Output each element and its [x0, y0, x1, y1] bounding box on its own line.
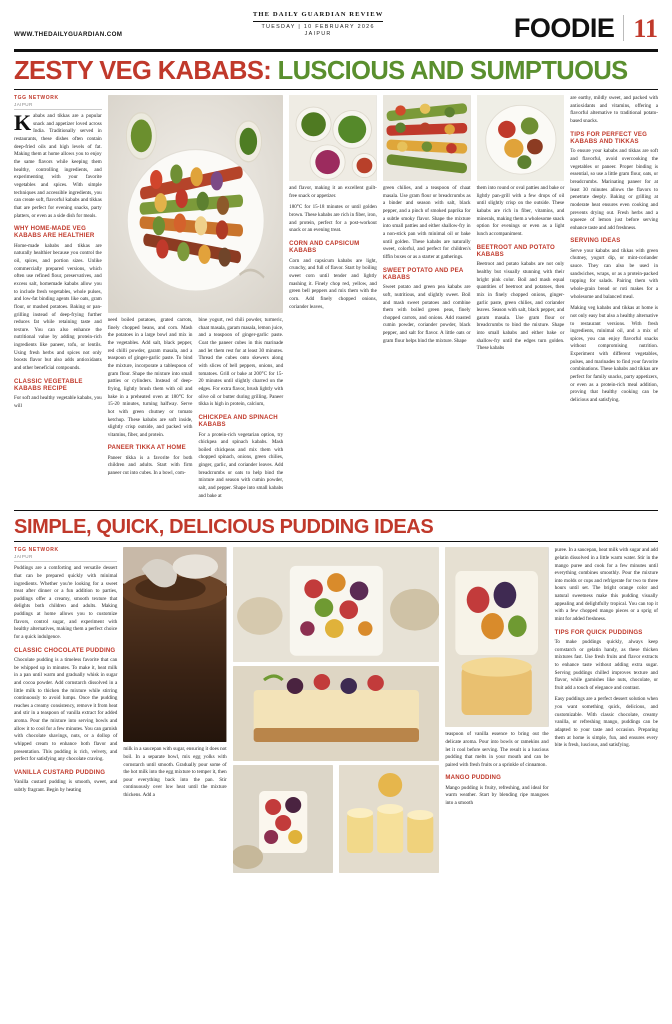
vertical-divider	[623, 15, 624, 41]
photo-veg-skewers	[383, 95, 471, 181]
pudding-photo-col-b	[339, 765, 439, 877]
paragraph-serving-ideas: Serve your kababs and tikkas with green chutney, yogurt dip, or mint-coriander sauce. They can also be used in sandwiches, wraps, or as a protein-packed topping for salads. Pairing them with whole-grain bread or roti makes for a wholesome and balanced meal.	[570, 247, 659, 300]
byline-rule-2	[14, 561, 117, 562]
photo-kabab-platter-graphic	[108, 95, 283, 313]
byline-tag	[14, 95, 102, 107]
paper-name: THE DAILY GUARDIAN REVIEW	[252, 11, 384, 18]
paragraph-tips-quick-puddings: To make puddings quickly, always keep cornstarch or gelatin handy, as these thicken mixtures fast. Use fresh fruits and flavor extracts to enhance taste without adding extra sugar. Serving puddings chilled improves texture and flavor, while garnishes like nuts, chocolate, or fruit add a touch of elegance and contrast.	[554, 639, 658, 691]
paragraph-chickpea-spinach: For a protein-rich vegetarian option, try chickpea and spinach kababs. Mash boiled chickpeas and mix them with chopped spinach, onions, green chilies, ginger, garlic, and coriander leaves. Add breadcrumbs or oats to help bind the mixture and season with cumin powder, salt, and pepper. Shape into small kababs and bake at	[198, 431, 284, 499]
page-number: 11	[633, 13, 658, 43]
subhead-classic-recipe: CLASSIC VEGETABLE KABABS RECIPE	[14, 377, 83, 392]
column-3	[198, 317, 283, 504]
paragraph-mango-pudding: Mango pudding is fruity, refreshing, and ideal for warm weather. Start by blending ripe mangoes into a smooth	[445, 784, 549, 807]
pudding-column-2	[123, 547, 226, 877]
photo-cheesecake-slice-graphic	[233, 666, 440, 761]
paragraph-vanilla-finish: teaspoon of vanilla essence to bring out the delicate aroma. Pour into bowls or ramekins and let it cool before serving. The result is a luscious pudding that melts in your mouth and can be paired with fresh fruits or a sprinkle of cinnamon.	[445, 731, 549, 768]
byline-city: JAIPUR	[14, 102, 33, 108]
paragraph-corn-kabab-method: green chilies, and a teaspoon of chaat masala. Use gram flour or breadcrumbs as a binder and season with salt, black pepper, and a pinch of smoked paprika for a subtle smoky flavor. Shape the mixture into small patties and either shallow-fry in a non-stick pan with minimal oil or bake until golden. These kababs are naturally sweet, colorful, and perfect for children's tiffin boxes or as a starter at gatherings.	[382, 185, 471, 260]
subhead-why-healthier: WHY HOME-MADE VEG KABABS ARE HEALTHIER	[14, 225, 95, 240]
section-brand-block	[513, 12, 658, 43]
photo-mango-dessert-graphic	[445, 547, 548, 727]
photo-chocolate-pudding	[123, 547, 226, 742]
paragraph-why-healthier: Home-made kababs and tikkas are naturally healthier because you control the oil, spices, and portion sizes. Unlike commercially prepared versions, which often use refined flour, preservatives, and excess salt, homemade kababs allow you to include fresh vegetables, whole pulses, and low-fat binding agents like oats, gram flour, or mashed potatoes. Baking or pan-grilling instead of deep-frying further reduces fat while retaining taste and texture. You can also enhance the nutritional value by adding protein-rich ingredients like paneer, tofu, or lentils. Using fresh herbs and spices not only boosts flavor but also adds antioxidants and other beneficial compounds.	[14, 242, 102, 372]
pudding-column-1	[14, 547, 117, 877]
byline-city-2: JAIPUR	[14, 554, 33, 560]
paragraph-classic-recipe: For soft and healthy vegetable kababs, you will	[14, 395, 102, 409]
subhead-corn-capsicum: CORN AND CAPSICUM KABABS	[289, 240, 360, 255]
byline-tag-2	[14, 547, 117, 559]
photo-fruit-trifle	[233, 547, 440, 662]
photo-berry-cup	[233, 765, 333, 873]
masthead	[14, 10, 658, 45]
paragraph-vanilla-custard: Vanilla custard pudding is smooth, sweet, and subtly fragrant. Begin by heating	[14, 779, 118, 793]
paragraph-mango-method: puree. In a saucepan, heat milk with sugar and add gelatin dissolved in a little warm water. Stir in the mango puree and cook for a few minutes until everything combines smoothly. Pour the mixture into molds or cups and refrigerate for two to three hours until set. The bright orange color and natural sweetness make this pudding visually appealing and delightfully tropical. You can top it with a few chopped mango pieces or a sprig of mint for added freshness.	[554, 547, 658, 623]
pudding-column-3-4	[233, 547, 440, 877]
paper-info	[253, 10, 384, 41]
headline-part2: LUSCIOUS AND SUMPTUOUS	[277, 56, 628, 85]
page-title	[14, 56, 658, 85]
subhead-mango-pudding: MANGO PUDDING	[445, 774, 502, 782]
section-brand: FOODIE	[513, 12, 615, 43]
photo-grilled-veg-graphic	[477, 95, 565, 181]
page-title-2: SIMPLE, QUICK, DELICIOUS PUDDING IDEAS	[14, 516, 434, 539]
photo-pudding-cups-graphic	[339, 765, 439, 873]
section-divider	[14, 510, 658, 511]
masthead-divider	[253, 21, 384, 22]
paragraph-sweet-potato-bake: them into round or oval patties and bake or lightly pan-grill with a few drops of oil until slightly crisp on the outside. These kababs are rich in fiber, vitamins, and minerals, making them a wholesome snack option for evenings or even as a light lunch accompaniment.	[476, 185, 565, 238]
photo-chutney-bowls-graphic	[289, 95, 377, 181]
byline-network: TGG NETWORK	[14, 95, 59, 102]
subhead-tips-quick-puddings: TIPS FOR QUICK PUDDINGS	[554, 628, 643, 636]
column-5	[383, 95, 471, 504]
column-1	[14, 95, 102, 504]
subhead-sweet-potato-pea: SWEET POTATO AND PEA KABABS	[382, 266, 464, 281]
paragraph-pudding-closing: Easy puddings are a perfect dessert solution when you want something quick, delicious, and customizable. With classic chocolate, creamy vanilla, or refreshing mango, puddings can be adapted to your taste and occasion. Preparing them at home is simple, fun, and ensures every bite is fresh, luscious, and satisfying.	[554, 696, 658, 749]
subhead-tips-perfect: TIPS FOR PERFECT VEG KABABS AND TIKKAS	[570, 130, 648, 146]
subhead-serving-ideas: SERVING IDEAS	[570, 237, 621, 245]
headline2-rule	[14, 541, 658, 542]
subhead-vanilla-custard: VANILLA CUSTARD PUDDING	[14, 768, 106, 776]
subhead-beetroot-potato: BEETROOT AND POTATO KABABS	[476, 243, 555, 258]
photo-cheesecake-slice	[233, 666, 440, 761]
paragraph-beetroot-potato: Beetroot and potato kababs are not only healthy but visually stunning with their bright pink color. Boil and mash equal quantities of beetroot and potatoes, then mix in finely chopped onions, ginger-garlic paste, green chilies, and coriander leaves. Season with salt, black pepper, and garam masala. Use gram flour or breadcrumbs to bind the mixture. Shape into small kababs and either bake or shallow-fry until the edges turn golden. These kababs	[476, 261, 565, 352]
paragraph-corn-capsicum: Corn and capsicum kababs are light, crunchy, and full of flavor. Start by boiling sweet corn until tender and lightly mashing it. Finely chop red, yellow, and green bell peppers and mix them with the corn. Add finely chopped onions, coriander leaves,	[289, 257, 377, 310]
photo-chutney-bowls	[289, 95, 377, 181]
column-7	[570, 95, 658, 504]
photo-kabab-platter	[108, 95, 283, 313]
article-kababs	[14, 95, 658, 504]
paper-date: TUESDAY | 10 FEBRUARY 2026	[261, 23, 375, 30]
column-4	[289, 95, 377, 504]
paragraph-binding: need boiled potatoes, grated carrots, finely chopped beans, and corn. Mash the potatoes in a large bowl and mix in the vegetables. Add salt, black pepper, red chilli powder, garam masala, and a teaspoon of ginger-garlic paste. To bind the mixture, incorporate a tablespoon of gram flour. Shape the mixture into small patties or cylinders. Instead of deep-frying, lightly brush them with oil and bake in a preheated oven at 180°C for 15-20 minutes, turning halfway. Serve hot with green chutney or tomato ketchup. These kababs are soft inside, slightly crisp outside, and packed with vitamins, fiber, and protein.	[107, 317, 193, 438]
paragraph-bake-time: 180°C for 15-18 minutes or until golden brown. These kababs are rich in fiber, iron, and protein, perfect for a post-workout snack or an evening treat.	[289, 204, 377, 234]
subhead-chickpea-spinach: CHICKPEA AND SPINACH KABABS	[198, 413, 278, 429]
lead-paragraph: Kababs and tikkas are a popular snack and appetizer loved across India. Traditionally served in restaurants, these dishes often contain deep-fried oils and high levels of fat. Making them at home allows you to enjoy the same flavors while keeping them healthy, controlling ingredients, and experimenting with your favorite vegetables and spices. With simple techniques and accessible ingredients, you can create soft, flavorful kababs and tikkas that are perfect for evening snacks, party platters, or even as a side dish for meals.	[14, 110, 102, 219]
pudding-column-5	[445, 547, 548, 877]
paragraph-sweet-potato-pea: Sweet potato and green pea kababs are soft, nutritious, and slightly sweet. Boil and mash sweet potatoes and combine them with boiled green peas, finely chopped carrots, and onions. Add roasted cumin powder, coriander powder, black pepper, and salt for flavor. A little oats or gram flour helps bind the mixture. Shape	[382, 284, 471, 344]
subhead-paneer-tikka: PANEER TIKKA AT HOME	[107, 444, 186, 452]
paragraph-marinade: bine yogurt, red chili powder, turmeric, chaat masala, garam masala, lemon juice, and a teaspoon of ginger-garlic paste. Coat the paneer cubes in this marinade and let them rest for at least 30 minutes. Thread the cubes onto skewers along with slices of bell peppers, onions, and tomatoes. Grill or bake at 200°C for 15-20 minutes until slightly charred on the edges. For extra flavor, brush lightly with olive oil or butter during grilling. Paneer tikka is high in protein, calcium,	[198, 317, 284, 408]
column-2	[108, 317, 193, 504]
photo-veg-skewers-graphic	[383, 95, 471, 181]
masthead-rule	[14, 49, 658, 52]
paragraph-classic-chocolate: Chocolate pudding is a timeless favorite that can be whipped up in minutes. To make it, heat milk in a pan until warm and gradually whisk in sugar and cocoa powder. Add cornstarch dissolved in a little milk to thicken the mixture while stirring continuously to avoid lumps. Once the pudding reaches a creamy consistency, remove it from heat and stir in a teaspoon of vanilla extract for added aroma. Pour the mixture into serving bowls and allow it to cool for a few minutes. You can garnish with chocolate shavings, nuts, or a dollop of whipped cream to enhance both flavor and presentation. This pudding is rich, velvety, and perfect for satisfying any chocolate craving.	[14, 657, 118, 763]
paragraph-custard-method: milk in a saucepan with sugar, ensuring it does not boil. In a separate bowl, mix egg yolks with cornstarch until smooth. Gradually pour some of the hot milk into the egg mixture to temper it, then pour everything back into the pan. Stir continuously over low heat until the mixture thickens. Add a	[123, 746, 227, 799]
paper-city: JAIPUR	[304, 31, 332, 38]
headline-rule	[14, 89, 658, 90]
headline-part1: ZESTY VEG KABABS:	[14, 56, 272, 85]
photo-berry-cup-graphic	[233, 765, 333, 873]
photo-mango-dessert	[445, 547, 548, 727]
paragraph-beetroot-flavor: are earthy, mildly sweet, and packed with antioxidants and vitamins, offering a flavorful alternative to traditional potato-based snacks.	[570, 95, 659, 125]
pudding-photo-col-a	[233, 765, 333, 877]
column-6	[477, 95, 565, 504]
subhead-classic-chocolate: CLASSIC CHOCOLATE PUDDING	[14, 646, 116, 654]
paragraph-tips-perfect: To ensure your kababs and tikkas are soft and flavorful, avoid overcooking the vegetables or paneer. Proper binding is essential, so use a little gram flour, oats, or breadcrumbs. Marinating paneer for at least 30 minutes allows the flavors to penetrate deeply. Baking or grilling at moderate heat ensures even cooking and prevents drying out. Fresh herbs and a squeeze of lemon just before serving enhance taste and add freshness.	[570, 148, 659, 231]
photo-grilled-veg	[477, 95, 565, 181]
photo-chocolate-pudding-graphic	[123, 547, 226, 742]
website-url: WWW.THEDAILYGUARDIAN.COM	[14, 31, 123, 39]
photo-pudding-cups	[339, 765, 439, 873]
paragraph-closing: Making veg kababs and tikkas at home is not only easy but also a healthy alternative to restaurant versions. With fresh ingredients, minimal oil, and a mix of spices, you can enjoy flavorful snacks without compromising nutrition. Experiment with different vegetables, pulses, and marinades to find your favorite combinations. These kababs and tikkas are perfect for family snacks, party appetizers, or even as a protein-rich meal addition, proving that healthy cooking can be delicious and satisfying.	[570, 305, 659, 403]
column-2-3	[108, 95, 283, 504]
paragraph-paneer-tikka: Paneer tikka is a favorite for both children and adults. Start with firm paneer cut into cubes. In a bowl, com-	[107, 454, 193, 477]
paragraph-paneer-benefits: and flavor, making it an excellent guilt-free snack or appetizer.	[289, 185, 377, 199]
byline-network-2: TGG NETWORK	[14, 547, 59, 554]
pudding-column-6	[555, 547, 658, 877]
article-puddings	[14, 547, 658, 877]
pudding-lead-paragraph: Puddings are a comforting and versatile dessert that can be prepared quickly with minimal ingredients. Whether you're looking for a sweet treat after dinner or a fun addition to parties, puddings offer a creamy, smooth texture that delights both children and adults. Making puddings at home allows you to customize flavors, control sugar, and experiment with healthy alternatives, making them a perfect choice for a quick indulgence.	[14, 565, 118, 641]
photo-fruit-trifle-graphic	[233, 547, 440, 662]
